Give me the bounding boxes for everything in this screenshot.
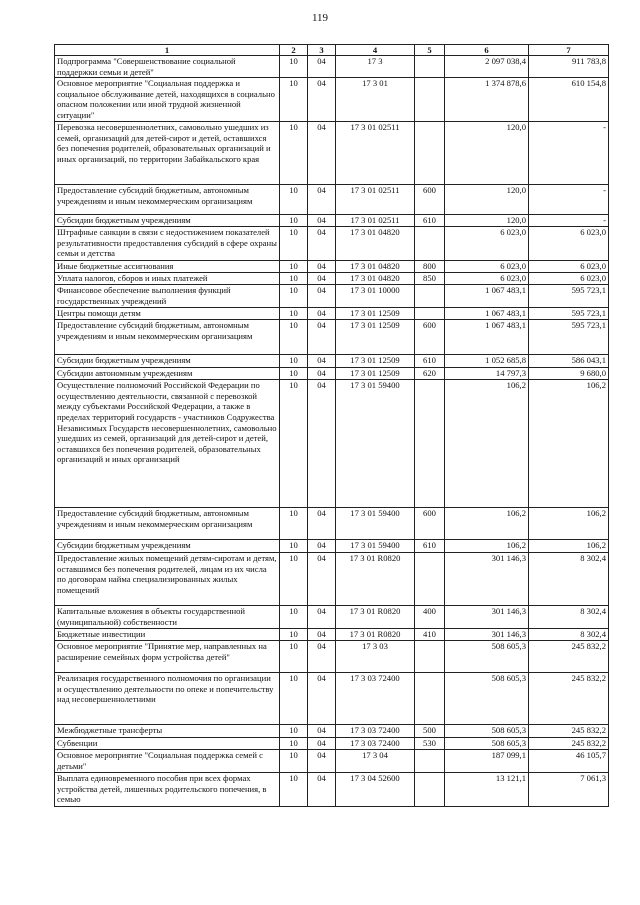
row-subsection-cell: 04 — [308, 308, 336, 320]
row-name-cell: Субсидии автономным учреждениям — [55, 368, 280, 380]
header-cell: 4 — [336, 45, 415, 56]
row-amount-cell: 106,2 — [445, 508, 529, 540]
header-cell: 3 — [308, 45, 336, 56]
row-target-code-cell: 17 3 01 10000 — [336, 285, 415, 308]
row-section-cell: 10 — [280, 773, 308, 807]
row-amount-cell: 120,0 — [445, 185, 529, 215]
row-subsection-cell: 04 — [308, 261, 336, 273]
row-subsection-cell: 04 — [308, 368, 336, 380]
row-expense-type-cell — [415, 122, 445, 185]
row-name-cell: Субвенции — [55, 738, 280, 750]
row-name-cell: Реализация государственного полномочия по организации и осуществлению деятельности по опеке и попечительству над несовершеннолетними — [55, 673, 280, 725]
header-cell: 1 — [55, 45, 280, 56]
row-section-cell: 10 — [280, 261, 308, 273]
row-section-cell: 10 — [280, 78, 308, 122]
row-expense-type-cell — [415, 380, 445, 508]
row-section-cell: 10 — [280, 56, 308, 78]
row-name-cell: Штрафные санкции в связи с недостижением показателей результативности предоставления субсидий в сфере охраны семьи и детства — [55, 227, 280, 261]
row-target-code-cell: 17 3 01 59400 — [336, 508, 415, 540]
row-section-cell: 10 — [280, 540, 308, 553]
row-name-cell: Субсидии бюджетным учреждениям — [55, 355, 280, 368]
row-name-cell: Предоставление жилых помещений детям-сиротам и детям, оставшимся без попечения родителей, лицам из их числа по договорам найма специализированных жилых помещений — [55, 553, 280, 606]
row-amount-cell: 6 023,0 — [529, 261, 609, 273]
row-name-cell: Субсидии бюджетным учреждениям — [55, 540, 280, 553]
row-target-code-cell: 17 3 03 72400 — [336, 673, 415, 725]
table-row — [55, 355, 609, 368]
row-section-cell: 10 — [280, 738, 308, 750]
row-section-cell: 10 — [280, 629, 308, 641]
table-row — [55, 185, 609, 215]
row-name-cell: Осуществление полномочий Российской Федерации по осуществлению деятельности, связанной с перевозкой между субъектами Российской Федерации, а также в пределах территорий государств - участников Содружества Независимых Государств несовершеннолетних, самовольно ушедших из семей, организаций для детей-сирот и детей, оставшихся без попечения родителей, образовательных организаций и иных организаций — [55, 380, 280, 508]
table-row — [55, 725, 609, 738]
row-amount-cell: 6 023,0 — [529, 227, 609, 261]
table-row — [55, 368, 609, 380]
row-expense-type-cell: 850 — [415, 273, 445, 285]
row-section-cell: 10 — [280, 227, 308, 261]
row-subsection-cell: 04 — [308, 508, 336, 540]
row-target-code-cell: 17 3 01 12509 — [336, 355, 415, 368]
row-subsection-cell: 04 — [308, 738, 336, 750]
row-target-code-cell: 17 3 01 04820 — [336, 261, 415, 273]
row-name-cell: Предоставление субсидий бюджетным, автономным учреждениям и иным некоммерческим организациям — [55, 185, 280, 215]
row-subsection-cell: 04 — [308, 553, 336, 606]
table-row — [55, 750, 609, 773]
row-amount-cell: 106,2 — [529, 508, 609, 540]
table-row — [55, 629, 609, 641]
row-expense-type-cell — [415, 773, 445, 807]
row-expense-type-cell: 610 — [415, 540, 445, 553]
row-subsection-cell: 04 — [308, 606, 336, 629]
row-amount-cell: 14 797,3 — [445, 368, 529, 380]
row-target-code-cell: 17 3 04 — [336, 750, 415, 773]
row-amount-cell: 245 832,2 — [529, 738, 609, 750]
row-expense-type-cell — [415, 553, 445, 606]
row-amount-cell: 245 832,2 — [529, 725, 609, 738]
row-subsection-cell: 04 — [308, 215, 336, 227]
header-cell: 5 — [415, 45, 445, 56]
row-amount-cell: 595 723,1 — [529, 320, 609, 355]
budget-table — [54, 44, 609, 807]
row-amount-cell: 120,0 — [445, 122, 529, 185]
row-section-cell: 10 — [280, 553, 308, 606]
row-name-cell: Основное мероприятие "Социальная поддержка и социальное обслуживание детей, находящихся в социально опасном положении или иной трудной жизненной ситуации" — [55, 78, 280, 122]
row-target-code-cell: 17 3 01 02511 — [336, 215, 415, 227]
row-expense-type-cell: 610 — [415, 215, 445, 227]
row-expense-type-cell — [415, 78, 445, 122]
table-row — [55, 227, 609, 261]
table-row — [55, 56, 609, 78]
row-subsection-cell: 04 — [308, 540, 336, 553]
table-row — [55, 738, 609, 750]
row-subsection-cell: 04 — [308, 380, 336, 508]
row-name-cell: Бюджетные инвестиции — [55, 629, 280, 641]
row-amount-cell: 595 723,1 — [529, 285, 609, 308]
row-subsection-cell: 04 — [308, 750, 336, 773]
row-name-cell: Выплата единовременного пособия при всех формах устройства детей, лишенных родительского попечения, в семью — [55, 773, 280, 807]
row-amount-cell: 106,2 — [529, 380, 609, 508]
row-amount-cell: 1 374 878,6 — [445, 78, 529, 122]
row-name-cell: Иные бюджетные ассигнования — [55, 261, 280, 273]
row-section-cell: 10 — [280, 355, 308, 368]
row-amount-cell: 1 067 483,1 — [445, 308, 529, 320]
row-amount-cell: - — [529, 122, 609, 185]
row-amount-cell: 1 067 483,1 — [445, 285, 529, 308]
row-target-code-cell: 17 3 — [336, 56, 415, 78]
row-expense-type-cell: 800 — [415, 261, 445, 273]
row-amount-cell: 46 105,7 — [529, 750, 609, 773]
table-row — [55, 308, 609, 320]
row-amount-cell: 508 605,3 — [445, 738, 529, 750]
row-amount-cell: 911 783,8 — [529, 56, 609, 78]
row-section-cell: 10 — [280, 725, 308, 738]
row-amount-cell: 120,0 — [445, 215, 529, 227]
page-number: 119 — [311, 12, 329, 24]
header-cell: 7 — [529, 45, 609, 56]
row-amount-cell: 6 023,0 — [529, 273, 609, 285]
row-target-code-cell: 17 3 01 02511 — [336, 122, 415, 185]
row-target-code-cell: 17 3 03 — [336, 641, 415, 673]
row-name-cell: Основное мероприятие "Социальная поддержка семей с детьми" — [55, 750, 280, 773]
row-section-cell: 10 — [280, 380, 308, 508]
row-subsection-cell: 04 — [308, 725, 336, 738]
row-expense-type-cell — [415, 641, 445, 673]
row-amount-cell: 106,2 — [445, 540, 529, 553]
row-subsection-cell: 04 — [308, 355, 336, 368]
table-row — [55, 320, 609, 355]
row-target-code-cell: 17 3 01 12509 — [336, 368, 415, 380]
table-row — [55, 606, 609, 629]
row-expense-type-cell — [415, 285, 445, 308]
row-amount-cell: 9 680,0 — [529, 368, 609, 380]
table-row — [55, 380, 609, 508]
row-target-code-cell: 17 3 01 59400 — [336, 380, 415, 508]
row-target-code-cell: 17 3 01 R0820 — [336, 553, 415, 606]
row-expense-type-cell: 400 — [415, 606, 445, 629]
row-subsection-cell: 04 — [308, 673, 336, 725]
row-name-cell: Предоставление субсидий бюджетным, автономным учреждениям и иным некоммерческим организациям — [55, 508, 280, 540]
row-subsection-cell: 04 — [308, 629, 336, 641]
row-name-cell: Финансовое обеспечение выполнения функций государственных учреждений — [55, 285, 280, 308]
row-target-code-cell: 17 3 01 R0820 — [336, 629, 415, 641]
table-row — [55, 215, 609, 227]
row-target-code-cell: 17 3 01 02511 — [336, 185, 415, 215]
row-name-cell: Центры помощи детям — [55, 308, 280, 320]
row-name-cell: Субсидии бюджетным учреждениям — [55, 215, 280, 227]
row-subsection-cell: 04 — [308, 641, 336, 673]
row-name-cell: Межбюджетные трансферты — [55, 725, 280, 738]
row-target-code-cell: 17 3 01 R0820 — [336, 606, 415, 629]
row-amount-cell: 610 154,8 — [529, 78, 609, 122]
row-expense-type-cell — [415, 750, 445, 773]
row-name-cell: Перевозка несовершеннолетних, самовольно ушедших из семей, организаций для детей-сирот и детей, оставшихся без попечения родителей, образовательных организаций и иных организаций, по территории Забайкальского края — [55, 122, 280, 185]
row-subsection-cell: 04 — [308, 78, 336, 122]
row-amount-cell: 1 052 685,8 — [445, 355, 529, 368]
row-target-code-cell: 17 3 04 52600 — [336, 773, 415, 807]
row-amount-cell: 301 146,3 — [445, 606, 529, 629]
row-subsection-cell: 04 — [308, 285, 336, 308]
row-amount-cell: - — [529, 215, 609, 227]
table-row — [55, 261, 609, 273]
table-row — [55, 673, 609, 725]
row-subsection-cell: 04 — [308, 122, 336, 185]
table-row — [55, 553, 609, 606]
row-section-cell: 10 — [280, 750, 308, 773]
row-amount-cell: 8 302,4 — [529, 553, 609, 606]
row-expense-type-cell: 530 — [415, 738, 445, 750]
row-expense-type-cell: 500 — [415, 725, 445, 738]
row-expense-type-cell: 600 — [415, 320, 445, 355]
row-expense-type-cell — [415, 56, 445, 78]
row-section-cell: 10 — [280, 606, 308, 629]
table-row — [55, 273, 609, 285]
row-expense-type-cell — [415, 673, 445, 725]
row-section-cell: 10 — [280, 673, 308, 725]
row-amount-cell: 1 067 483,1 — [445, 320, 529, 355]
row-target-code-cell: 17 3 03 72400 — [336, 738, 415, 750]
row-subsection-cell: 04 — [308, 56, 336, 78]
row-expense-type-cell: 410 — [415, 629, 445, 641]
table-row — [55, 540, 609, 553]
table-row — [55, 122, 609, 185]
row-amount-cell: 8 302,4 — [529, 606, 609, 629]
row-expense-type-cell — [415, 308, 445, 320]
row-amount-cell: 7 061,3 — [529, 773, 609, 807]
row-section-cell: 10 — [280, 285, 308, 308]
row-amount-cell: 8 302,4 — [529, 629, 609, 641]
header-cell: 2 — [280, 45, 308, 56]
row-amount-cell: 106,2 — [445, 380, 529, 508]
row-amount-cell: 6 023,0 — [445, 261, 529, 273]
table-row — [55, 78, 609, 122]
row-amount-cell: 508 605,3 — [445, 641, 529, 673]
row-section-cell: 10 — [280, 508, 308, 540]
row-amount-cell: 301 146,3 — [445, 553, 529, 606]
row-expense-type-cell: 600 — [415, 508, 445, 540]
row-name-cell: Капитальные вложения в объекты государственной (муниципальной) собственности — [55, 606, 280, 629]
row-amount-cell: 6 023,0 — [445, 227, 529, 261]
row-amount-cell: 187 099,1 — [445, 750, 529, 773]
row-section-cell: 10 — [280, 215, 308, 227]
row-subsection-cell: 04 — [308, 320, 336, 355]
table-row — [55, 641, 609, 673]
row-amount-cell: 245 832,2 — [529, 641, 609, 673]
row-name-cell: Основное мероприятие "Принятие мер, направленных на расширение семейных форм устройства детей" — [55, 641, 280, 673]
row-amount-cell: 2 097 038,4 — [445, 56, 529, 78]
row-section-cell: 10 — [280, 320, 308, 355]
row-name-cell: Подпрограмма "Совершенствование социальной поддержки семьи и детей" — [55, 56, 280, 78]
row-subsection-cell: 04 — [308, 773, 336, 807]
row-amount-cell: 508 605,3 — [445, 725, 529, 738]
row-section-cell: 10 — [280, 185, 308, 215]
row-expense-type-cell: 600 — [415, 185, 445, 215]
table-row — [55, 285, 609, 308]
row-section-cell: 10 — [280, 308, 308, 320]
row-target-code-cell: 17 3 01 12509 — [336, 308, 415, 320]
table-body — [55, 56, 609, 807]
row-amount-cell: 586 043,1 — [529, 355, 609, 368]
header-row — [55, 45, 609, 56]
row-subsection-cell: 04 — [308, 185, 336, 215]
row-amount-cell: 245 832,2 — [529, 673, 609, 725]
row-amount-cell: 6 023,0 — [445, 273, 529, 285]
row-amount-cell: 508 605,3 — [445, 673, 529, 725]
row-target-code-cell: 17 3 01 04820 — [336, 227, 415, 261]
row-name-cell: Уплата налогов, сборов и иных платежей — [55, 273, 280, 285]
row-section-cell: 10 — [280, 122, 308, 185]
row-target-code-cell: 17 3 03 72400 — [336, 725, 415, 738]
row-amount-cell: 13 121,1 — [445, 773, 529, 807]
row-amount-cell: - — [529, 185, 609, 215]
row-target-code-cell: 17 3 01 59400 — [336, 540, 415, 553]
header-cell: 6 — [445, 45, 529, 56]
row-section-cell: 10 — [280, 273, 308, 285]
row-subsection-cell: 04 — [308, 227, 336, 261]
row-amount-cell: 106,2 — [529, 540, 609, 553]
table-row — [55, 773, 609, 807]
row-target-code-cell: 17 3 01 04820 — [336, 273, 415, 285]
table-row — [55, 508, 609, 540]
row-section-cell: 10 — [280, 368, 308, 380]
row-amount-cell: 301 146,3 — [445, 629, 529, 641]
row-expense-type-cell: 610 — [415, 355, 445, 368]
row-expense-type-cell — [415, 227, 445, 261]
row-section-cell: 10 — [280, 641, 308, 673]
row-amount-cell: 595 723,1 — [529, 308, 609, 320]
row-target-code-cell: 17 3 01 12509 — [336, 320, 415, 355]
row-name-cell: Предоставление субсидий бюджетным, автономным учреждениям и иным некоммерческим организациям — [55, 320, 280, 355]
row-target-code-cell: 17 3 01 — [336, 78, 415, 122]
row-subsection-cell: 04 — [308, 273, 336, 285]
row-expense-type-cell: 620 — [415, 368, 445, 380]
